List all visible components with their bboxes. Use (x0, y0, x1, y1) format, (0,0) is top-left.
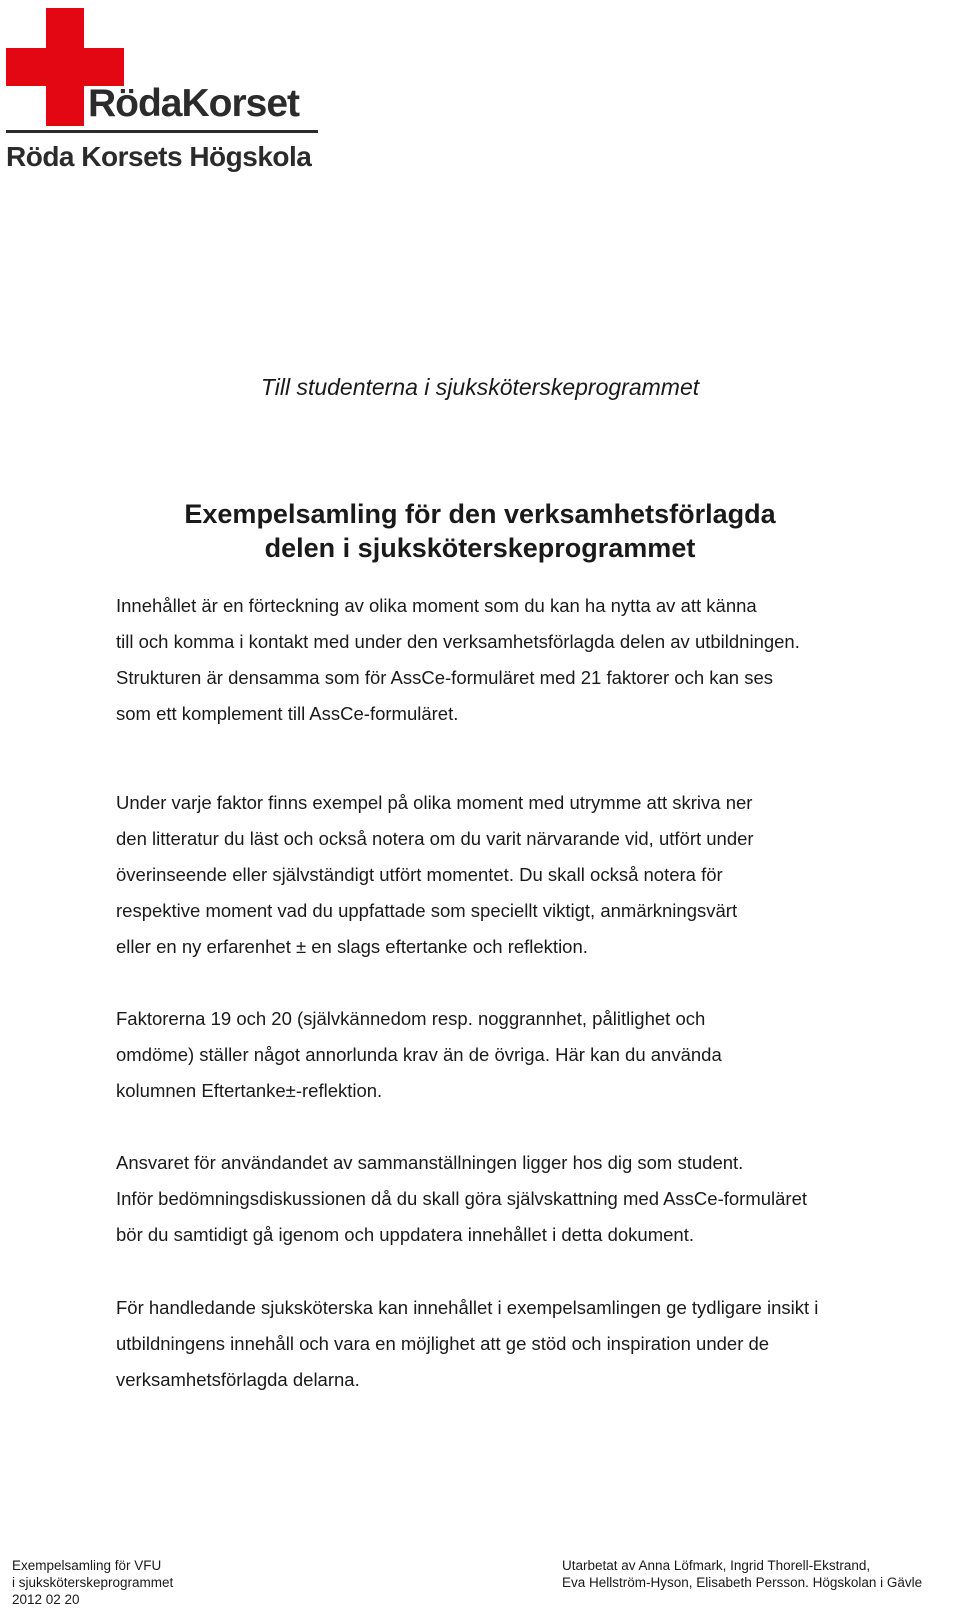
footer-line: i sjuksköterskeprogrammet (12, 1575, 174, 1590)
paragraph-line: Ansvaret för användandet av sammanställningen ligger hos dig som student. (116, 1152, 744, 1173)
paragraph-factors (116, 785, 916, 965)
footer-line: Exempelsamling för VFU (12, 1558, 162, 1573)
paragraph-line: Innehållet är en förteckning av olika moment som du kan ha nytta av att känna (116, 595, 757, 616)
footer-line: Utarbetat av Anna Löfmark, Ingrid Thorell-Ekstrand, (562, 1558, 871, 1573)
paragraph-line: För handledande sjuksköterska kan innehållet i exempelsamlingen ge tydligare insikt i (116, 1297, 819, 1318)
footer-left (12, 1557, 173, 1608)
title-line-2: delen i sjuksköterskeprogrammet (264, 533, 696, 563)
paragraph-line: överinseende eller självständigt utfört momentet. Du skall också notera för (116, 864, 723, 885)
paragraph-line: kolumnen Eftertanke±-reflektion. (116, 1080, 383, 1101)
title-line-1: Exempelsamling för den verksamhetsförlagda (184, 499, 776, 529)
paragraph-responsibility (116, 1145, 916, 1253)
addressee: Till studenterna i sjuksköterskeprogrammet (260, 374, 700, 400)
paragraph-intro (116, 588, 916, 732)
logo-roda-korset (6, 8, 326, 178)
paragraph-line: utbildningens innehåll och vara en möjlighet att ge stöd och inspiration under de (116, 1333, 770, 1354)
logo-wordmark: RödaKorset (88, 82, 300, 125)
paragraph-line: verksamhetsförlagda delarna. (116, 1369, 360, 1390)
paragraph-line: Faktorerna 19 och 20 (självkännedom resp. noggrannhet, pålitlighet och (116, 1008, 706, 1029)
paragraph-supervisor (116, 1290, 916, 1398)
paragraph-line: eller en ny erfarenhet ± en slags eftertanke och reflektion. (116, 936, 588, 957)
paragraph-line: respektive moment vad du uppfattade som speciellt viktigt, anmärkningsvärt (116, 900, 738, 921)
footer-line: 2012 02 20 (12, 1592, 80, 1607)
paragraph-line: omdöme) ställer något annorlunda krav än de övriga. Här kan du använda (116, 1044, 722, 1065)
paragraph-line: bör du samtidigt gå igenom och uppdatera innehållet i detta dokument. (116, 1224, 694, 1245)
paragraph-line: Inför bedömningsdiskussionen då du skall göra självskattning med AssCe-formuläret (116, 1188, 808, 1209)
paragraph-line: till och komma i kontakt med under den verksamhetsförlagda delen av utbildningen. (116, 631, 800, 652)
paragraph-line: som ett komplement till AssCe-formuläret. (116, 703, 459, 724)
footer-right (562, 1557, 922, 1591)
paragraph-factors-19-20 (116, 1001, 916, 1109)
paragraph-line: Under varje faktor finns exempel på olika moment med utrymme att skriva ner (116, 792, 753, 813)
paragraph-line: Strukturen är densamma som för AssCe-formuläret med 21 faktorer och kan ses (116, 667, 774, 688)
document-title (0, 497, 960, 565)
paragraph-line: den litteratur du läst och också notera om du varit närvarande vid, utfört under (116, 828, 754, 849)
logo-school-name: Röda Korsets Högskola (6, 141, 312, 172)
footer-line: Eva Hellström-Hyson, Elisabeth Persson. Högskolan i Gävle (562, 1575, 923, 1590)
logo-divider (6, 130, 318, 133)
